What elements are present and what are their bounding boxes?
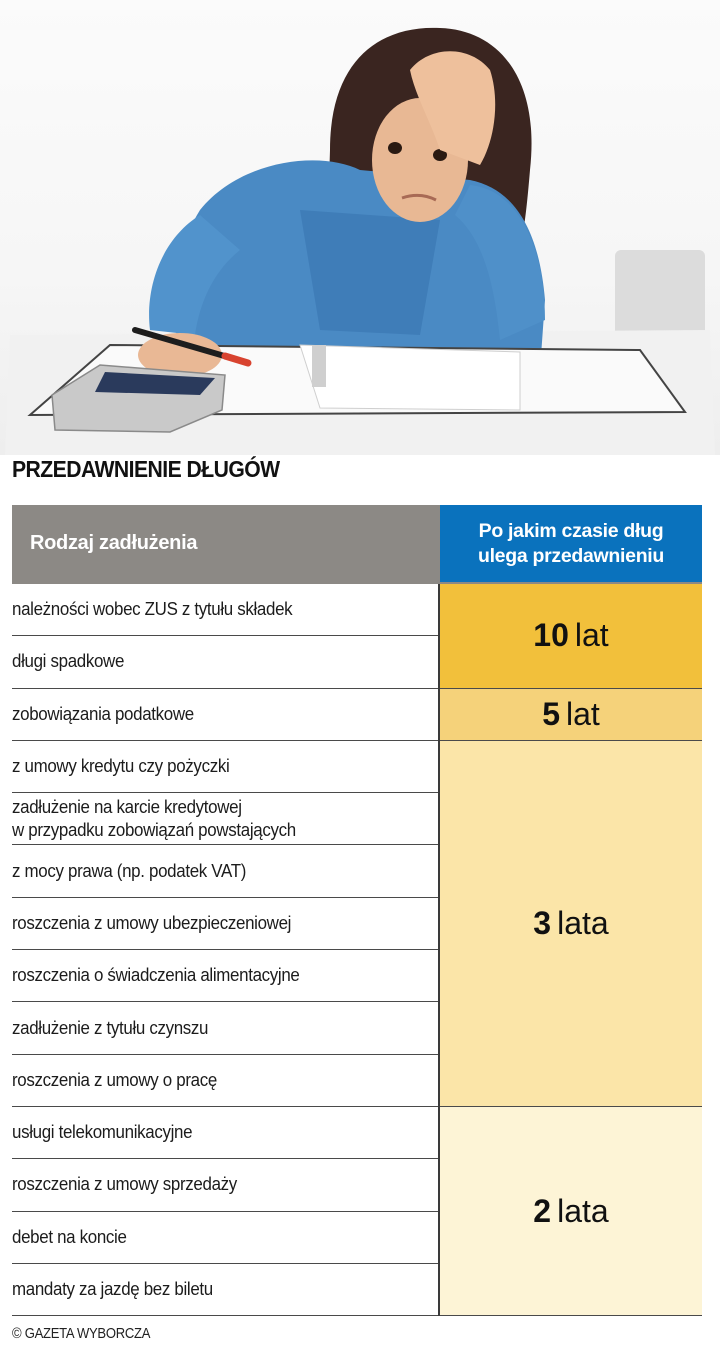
period-number: 3 [533,904,552,941]
table-header [12,505,702,582]
row-label: roszczenia z umowy o pracę [12,1069,217,1090]
row-label: z umowy kredytu czy pożyczki [12,756,230,777]
table-row [12,741,438,793]
table-row [12,1212,438,1264]
copyright-credit: © GAZETA WYBORCZA [12,1326,151,1342]
header-photo [0,0,720,455]
header-limitation-period [440,505,702,582]
period-unit: lata [557,904,609,941]
row-label-line1: zadłużenie na karcie kredytowej [12,796,242,817]
row-label: debet na koncie [12,1226,127,1247]
period-unit: lat [566,695,600,732]
table-row [12,689,438,741]
row-label: roszczenia o świadczenia alimentacyjne [12,965,300,986]
row-label: usługi telekomunikacyjne [12,1122,193,1143]
row-label: zadłużenie z tytułu czynszu [12,1017,209,1038]
period-group-10-years [440,584,702,689]
table-row [12,1264,438,1316]
limitation-periods-column [440,584,702,1316]
header-limitation-line2: ulega przedawnieniu [477,544,665,567]
row-label: należności wobec ZUS z tytułu składek [12,599,293,620]
debt-limitation-table [12,505,702,1316]
table-body [12,582,702,1316]
header-debt-type: Rodzaj zadłużenia [12,505,440,582]
period-unit: lat [574,617,609,654]
period-group-3-years [440,741,702,1107]
row-label-line2: w przypadku zobowiązań powstających [12,819,296,840]
row-label: mandaty za jazdę bez biletu [12,1279,213,1299]
row-label [12,796,296,842]
table-row [12,1055,438,1107]
table-row [12,1002,438,1054]
table-row [12,1159,438,1211]
row-label: roszczenia z umowy ubezpieczeniowej [12,912,292,933]
table-row [12,793,438,845]
row-label: długi spadkowe [12,651,125,672]
header-limitation-line1: Po jakim czasie dług [478,519,664,542]
table-row [12,898,438,950]
period-group-2-years [440,1107,702,1316]
row-label: zobowiązania podatkowe [12,703,194,724]
table-row [12,636,438,688]
table-row [12,845,438,897]
period-number: 2 [533,1192,552,1229]
period-number: 5 [542,695,560,732]
page-title: PRZEDAWNIENIE DŁUGÓW [12,456,280,482]
row-label: roszczenia z umowy sprzedaży [12,1174,237,1195]
row-label: z mocy prawa (np. podatek VAT) [12,860,247,881]
period-group-5-years [440,689,702,741]
photo-illustration [0,0,720,455]
period-unit: lata [557,1192,609,1229]
table-row [12,1107,438,1159]
table-row [12,584,438,636]
period-number: 10 [533,617,569,654]
table-row [12,950,438,1002]
debt-types-column [12,584,440,1316]
